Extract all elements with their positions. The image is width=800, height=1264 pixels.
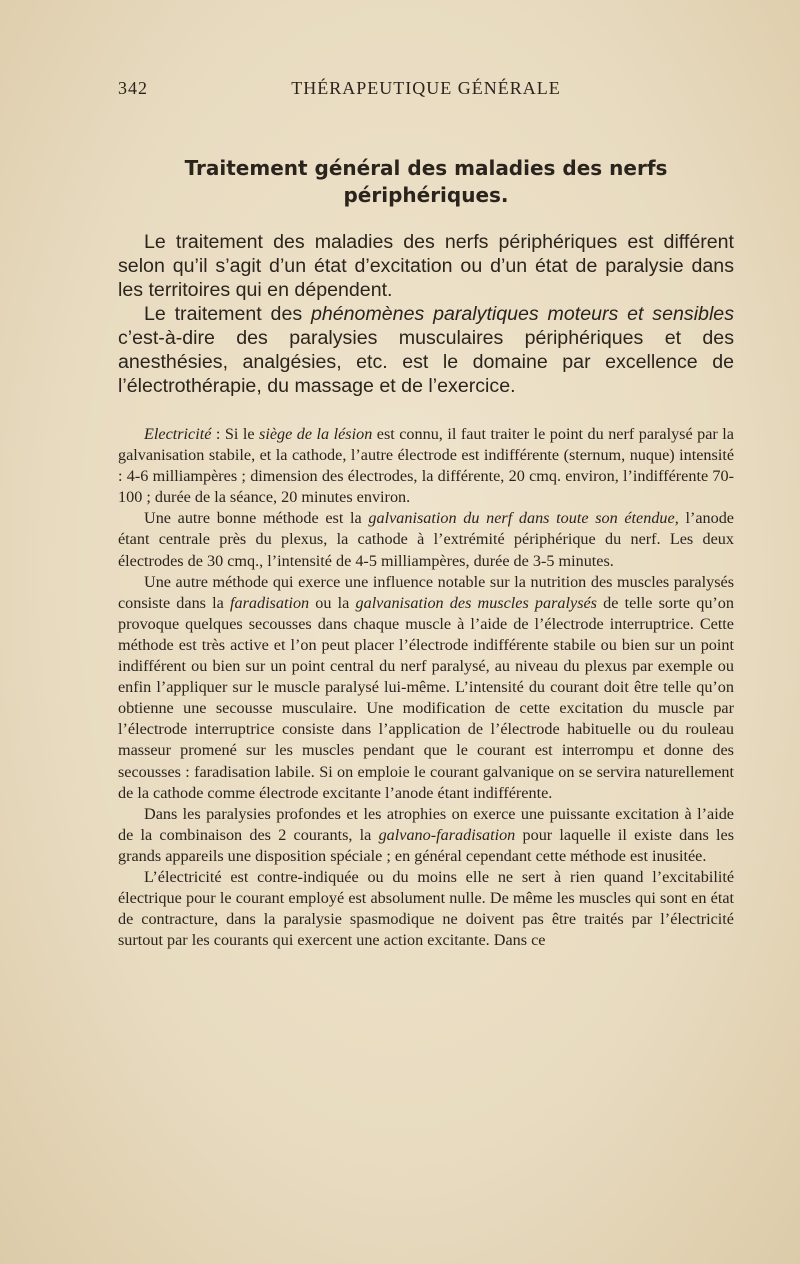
text-run: c’est-à-dire des paralysies musculaires périphériques et des anesthésies, analgésies, etc. est le domaine par excellence de l’électrothérapie, du massage et de l’exercice.: [118, 327, 734, 397]
page-header: [118, 78, 734, 104]
text-run: l’anode étant centrale près du plexus, la cathode à l’extrémité périphérique du nerf. Les deux électrodes de 30 cmq., l’intensité de 4-5 milliampères, durée de 3-5 minutes.: [118, 509, 734, 570]
intro-paragraph-2: [118, 302, 734, 398]
body-paragraph-4: [118, 804, 734, 867]
body-paragraph-5: L’électricité est contre-indiquée ou du moins elle ne sert à rien quand l’excitabilité électrique pour le courant employé est absolument nulle. De même les muscles qui sont en état de contracture, dans la paralysie spasmodique ne doivent pas être traités par l’électricité surtout par les courants qui exercent une action excitante. Dans ce: [118, 867, 734, 950]
running-title: THÉRAPEUTIQUE GÉNÉRALE: [291, 78, 561, 98]
italic-run: phénomènes paralytiques moteurs et sensibles: [310, 303, 734, 325]
italic-run: galvanisation des muscles paralysés: [355, 593, 597, 612]
body-paragraph-2: [118, 508, 734, 571]
text-run: Le traitement des: [144, 303, 311, 325]
text-run: ou la: [309, 593, 356, 612]
text-run: pour laquelle il existe dans les grands appareils une disposition spéciale ; en général cependant cette méthode est inusitée.: [118, 825, 734, 865]
italic-run: Electricité: [144, 425, 212, 443]
text-run: est connu, il faut traiter le point du nerf paralysé par la galvanisation stabile, et la cathode, l’autre électrode est indifférente (sternum, nuque) intensité : 4-6 milliampères ; dimension des électrodes, la différente, 20 cmq. environ, l’indifférente 70-100 ; durée de la séance, 20 minutes environ.: [118, 425, 734, 507]
text-run: : Si le: [211, 425, 260, 443]
text-run: de telle sorte qu’on provoque quelques secousses dans chaque muscle à l’aide de l’électrode interruptrice. Cette méthode est très active et l’on peut placer l’électrode indifférente stabile ou bien sur un point indifférent ou bien sur un point central du nerf paralysé, au niveau du plexus par exemple ou enfin l’appliquer sur le muscle paralysé lui-même. L’intensité du courant doit être telle qu’on obtienne une secousse musculaire. Une modification de cette excitation du muscle par l’électrode interruptrice consiste dans l’application de l’électrode habituelle ou du rouleau masseur promené sur les muscles pendant que le courant est interrompu et donne des secousses : faradisation labile. Si on emploie le courant galvanique on se servira naturellement de la cathode comme électrode excitante l’anode étant indifférente.: [118, 593, 734, 802]
body-text: [118, 424, 734, 951]
body-paragraph-3: [118, 572, 734, 804]
intro-text: [118, 230, 734, 398]
section-title: [118, 155, 734, 209]
text-run: Une autre méthode qui exerce une influence notable sur la nutrition des muscles paralysés consiste dans la: [118, 572, 734, 612]
section-title-line-2: périphériques.: [343, 183, 509, 207]
italic-run: galvanisation du nerf dans toute son étendue,: [368, 509, 679, 528]
section-title-line-1: Traitement général des maladies des nerfs: [184, 156, 668, 180]
text-run: Une autre bonne méthode est la: [144, 509, 369, 528]
italic-run: siège de la lésion: [259, 425, 373, 443]
page-number: 342: [118, 78, 148, 98]
italic-run: galvano-faradisation: [378, 825, 516, 844]
intro-paragraph-1: Le traitement des maladies des nerfs périphériques est différent selon qu’il s’agit d’un état d’excitation ou d’un état de paralysie dans les territoires qui en dépendent.: [118, 231, 734, 301]
body-paragraph-1: [118, 424, 734, 508]
text-run: Dans les paralysies profondes et les atrophies on exerce une puissante excitation à l’aide de la combinaison des 2 courants, la: [118, 804, 734, 844]
italic-run: faradisation: [229, 593, 310, 612]
